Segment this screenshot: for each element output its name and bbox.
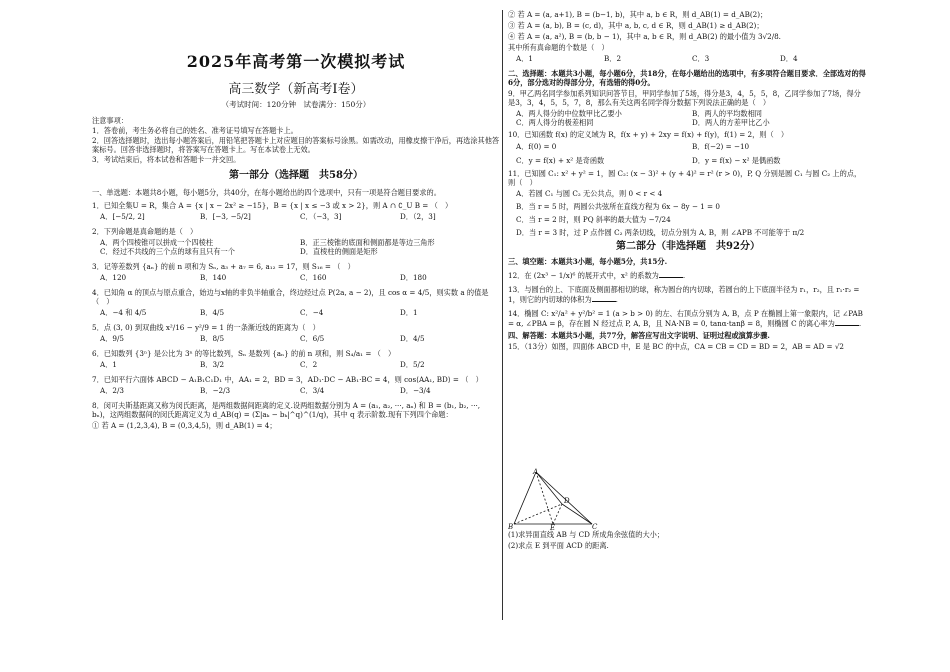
option-d: D．−3/4: [400, 386, 431, 396]
q11-options: [516, 189, 868, 237]
question-options: [100, 360, 500, 369]
part1-title: 第一部分（选择题 共58分）: [229, 169, 363, 181]
option-c: C．（−3，3]: [300, 212, 342, 222]
q15-part-2: (2)求点 E 到平面 ACD 的距离.: [508, 541, 609, 550]
q15-parts: [508, 530, 868, 552]
option-a: A．9/5: [100, 334, 124, 344]
option-c: C．两人得分的极差相同: [516, 118, 594, 127]
option-a: A．若圆 C₁ 与圆 C₂ 无公共点，则 0 < r < 4: [516, 189, 663, 198]
question-stem: 1．已知全集U = R，集合 A = {x | x − 2x² ≥ −15}，B = {x | x ≤ −3 或 x > 2}，则 A ∩ ∁_U B = （ ）: [92, 201, 453, 211]
option-b: B．4/5: [200, 308, 225, 318]
label-c: C: [592, 523, 598, 530]
q8-ask: 其中所有真命题的个数是（ ）: [508, 43, 609, 52]
option-d: D．（2，3]: [400, 212, 436, 222]
label-e: E: [550, 524, 556, 530]
question-stem: 5．点 (3, 0) 到双曲线 x²/16 − y²/9 = 1 的一条渐近线的距离为（ ）: [92, 323, 320, 333]
q8-statement-3: ③ 若 A = (a, b), B = (c, d)，其中 a, b, c, d ∈ R，则 d_AB(1) ≥ d_AB(2)；: [508, 21, 764, 30]
question-stem: 8．闵可夫斯基距离又称为闵氏距离，是两组数据间距离的定义.设两组数据分别为 A = (a₁, a₂, ···, aₙ) 和 B = (b₁, b₂, ···, bₙ)，这两组数据间的闵氏距离定义为 d_AB(q) = (Σ|aₖ − bₖ|^q)^(1/q)，其中 q 表示阶数.现有下列四个命题：: [92, 401, 481, 420]
section1-heading: 一、单选题：本题共8小题，每小题5分，共40分，在每小题给出的四个选项中，只有一项是符合题目要求的。: [92, 188, 441, 198]
question-options: [100, 212, 500, 221]
section4-heading: 四、解答题：本题共5小题，共77分，解答应写出文字说明、证明过程或演算步骤.: [508, 330, 770, 340]
edge-ad: [536, 472, 562, 504]
option-d: D．1: [400, 308, 418, 318]
q8-options: [516, 54, 868, 63]
label-b: B: [508, 523, 514, 530]
page-title: 2025年高考第一次模拟考试: [186, 52, 406, 71]
option-c: C．2: [300, 360, 318, 370]
option-b: B．当 r = 5 时，两圆公共弦所在直线方程为 6x − 8y − 1 = 0: [516, 202, 720, 211]
answer-blank[interactable]: [835, 318, 859, 326]
question: [92, 323, 500, 343]
question: [92, 201, 500, 221]
option-c: C．经过不共线的三个点的球有且只有一个: [100, 247, 235, 257]
option-d: D．5/2: [400, 360, 425, 370]
left-column: [92, 46, 500, 432]
option-c: C．160: [300, 273, 327, 283]
option-c: C．当 r = 2 时，则 PQ 斜率的最大值为 −7/24: [516, 215, 671, 224]
option-a: A．1: [516, 54, 533, 63]
option-c: C．−4: [300, 308, 324, 318]
question-stem: ① 若 A = (1,2,3,4), B = (0,3,4,5)，则 d_AB(1) = 4；: [92, 421, 277, 431]
edge-cd: [562, 504, 592, 524]
question-stem: 7．已知平行六面体 ABCD − A₁B₁C₁D₁ 中，AA₁ = 2，BD = 3，AD₁·DC − AB₁·BC = 4，则 cos⟨AA₁, BD⟩ = （ ）: [92, 375, 483, 385]
part2-title: 第二部分（非选择题 共92分）: [616, 241, 760, 252]
question: [92, 288, 500, 317]
option-d: D．直棱柱的侧面是矩形: [300, 247, 378, 257]
question-stem: 6．已知数列 {3ⁿ} 是公比为 3ⁿ 的等比数列，Sₙ 是数列 {aₙ} 的前 n 项和，则 S₄/a₁ = （ ）: [92, 349, 396, 359]
label-d: D: [564, 497, 570, 505]
question: [92, 421, 500, 430]
question-stem: 2．下列命题是真命题的是（ ）: [92, 227, 198, 237]
notice-item: 3．考试结束后，将本试卷和答题卡一并交回。: [92, 154, 241, 164]
option-b: B．−2/3: [200, 386, 231, 396]
option-b: B．两人的平均数相同: [692, 109, 762, 118]
question: [92, 227, 500, 256]
option-b: B．3/2: [200, 360, 225, 370]
question-list: [92, 201, 500, 430]
option-b: B．[−3, −5/2]: [200, 212, 251, 222]
question-options: [100, 308, 500, 317]
page-subtitle: 高三数学（新高考Ⅰ卷）: [228, 82, 364, 97]
option-b: B．2: [604, 54, 622, 63]
answer-blank[interactable]: [659, 270, 683, 278]
question: [92, 262, 500, 282]
q15-stem: 15．（13分）如图，四面体 ABCD 中，E 是 BC 的中点，CA = CB = CD = BD = 2，AB = AD = √2: [508, 341, 845, 351]
option-c: C．y = f(x) + x² 是奇函数: [516, 156, 605, 165]
q15-part-1: (1)求异面直线 AB 与 CD 所成角余弦值的大小；: [508, 530, 665, 539]
q13-stem: 13．与圆台的上、下底面及侧面都相切的球，称为圆台的内切球，若圆台的上下底面半径为 r₁，r₂，且 r₁·r₂ = 1，则它的内切球的体积为 .: [508, 284, 860, 304]
q8-statement-2: ② 若 A = (a, a+1), B = (b−1, b)，其中 a, b ∈ R，则 d_AB(1) = d_AB(2)；: [508, 10, 768, 19]
notice-item: 2．回答选择题时，选出每小题答案后，用铅笔把答题卡上对应题目的答案标号涂黑。如需改动，用橡皮擦干净后，再选涂其他答案标号。回答非选择题时，将答案写在答题卡上。写在本试卷上无效。: [92, 135, 500, 154]
question: [92, 375, 500, 395]
option-a: A．120: [100, 273, 127, 283]
option-a: A．−4 和 4/5: [100, 308, 147, 318]
question-stem: 4．已知角 α 的顶点与原点重合，始边与x轴的非负半轴重合，终边经过点 P(2a, a − 2)，且 cos α = 4/5，则实数 a 的值是（ ）: [92, 288, 489, 307]
question-stem: 3．记等差数列 {aₙ} 的前 n 项和为 Sₙ, a₃ + a₇ = 6, a₁₂ = 17，则 S₁₆ = （ ）: [92, 262, 355, 272]
option-d: D．当 r = 3 时，过 P 点作圆 C₂ 两条切线，切点分别为 A, B，则 ∠APB 不可能等于 π/2: [516, 228, 805, 237]
section2-heading: 二、选择题：本题共3小题，每小题6分，共18分，在每小题给出的选项中，有多项符合题目要求．全部选对的得6分，部分选对的得部分分，有选错的得0分。: [508, 69, 866, 87]
option-b: B．正三棱锥的底面和侧面都是等边三角形: [300, 238, 435, 248]
segment-ed: [553, 504, 562, 524]
question-options: [100, 273, 500, 282]
question-options: [100, 334, 500, 343]
option-c: C．6/5: [300, 334, 325, 344]
right-column: [508, 10, 868, 353]
option-d: D．4: [780, 54, 798, 63]
tetrahedron-figure: [508, 468, 608, 530]
q10-stem: 10．已知函数 f(x) 的定义域为 R，f(x + y) + 2xy = f(x) + f(y)，f(1) = 2，则（ ）: [508, 130, 789, 139]
notice-block: [92, 116, 500, 164]
q12-stem: 12．在 (2x³ − 1/x)⁶ 的展开式中，x² 的系数为 .: [508, 270, 686, 280]
q9-options: [516, 109, 868, 127]
option-d: D．180: [400, 273, 427, 283]
option-b: B．140: [200, 273, 227, 283]
question: [92, 349, 500, 369]
q14-stem: 14．椭圆 C: x²/a² + y²/b² = 1 (a > b > 0) 的左、右顶点分别为 A, B，点 P 在椭圆上第一象限内，记 ∠PAB = α, ∠PBA = β，存在圆 N 经过点 P, A, B，且 NA·NB = 0, tanα·tanβ = 8，则椭圆 C 的离心率为 .: [508, 308, 863, 328]
option-a: A．两个四棱锥可以拼成一个四棱柱: [100, 238, 214, 248]
option-d: D．4/5: [400, 334, 425, 344]
label-a: A: [533, 468, 539, 476]
question-options: [100, 386, 500, 395]
option-c: C．3/4: [300, 386, 325, 396]
q9-stem: 9．甲乙两名同学参加系列知识问答节目，甲同学参加了5场，得分是3，4，5，5，8，乙同学参加了7场，得分是3，3，4，5，5，7，8，那么有关这两名同学得分数据下列说法正确的是（ ）: [508, 89, 861, 107]
option-a: A．f(0) = 0: [516, 142, 557, 151]
option-d: D．y = f(x) − x² 是偶函数: [692, 156, 781, 165]
q10-options: [516, 142, 868, 165]
notice-item: 1．答卷前，考生务必将自己的姓名、准考证号填写在答题卡上。: [92, 125, 298, 135]
option-b: B．f(−2) = −10: [692, 142, 750, 151]
option-b: B．8/5: [200, 334, 225, 344]
option-a: A．1: [100, 360, 117, 370]
q11-stem: 11．已知圆 C₁: x² + y² = 1，圆 C₂: (x − 3)² + (y + 4)² = r² (r > 0)，P, Q 分别是圆 C₁ 与圆 C₂ 上的点，则（ ）: [508, 169, 862, 187]
exam-info: （考试时间：120分钟 试卷满分：150分）: [221, 100, 371, 110]
question: [92, 401, 500, 419]
notice-heading: 注意事项：: [92, 115, 128, 125]
option-a: A．2/3: [100, 386, 124, 396]
option-a: A．[−5/2, 2]: [100, 212, 145, 222]
option-a: A．两人得分的中位数甲比乙要小: [516, 109, 622, 118]
option-c: C．3: [692, 54, 710, 63]
q8-statement-4: ④ 若 A = (a, a²), B = (b, b − 1)，其中 a, b ∈ R，则 d_AB(2) 的最小值为 3√2/8.: [508, 32, 781, 41]
section3-heading: 三、填空题：本题共3小题，每小题5分，共15分.: [508, 256, 668, 266]
question-options: [100, 238, 500, 256]
option-d: D．两人的方差甲比乙小: [692, 118, 770, 127]
column-divider: [502, 10, 503, 620]
answer-blank[interactable]: [592, 294, 616, 302]
